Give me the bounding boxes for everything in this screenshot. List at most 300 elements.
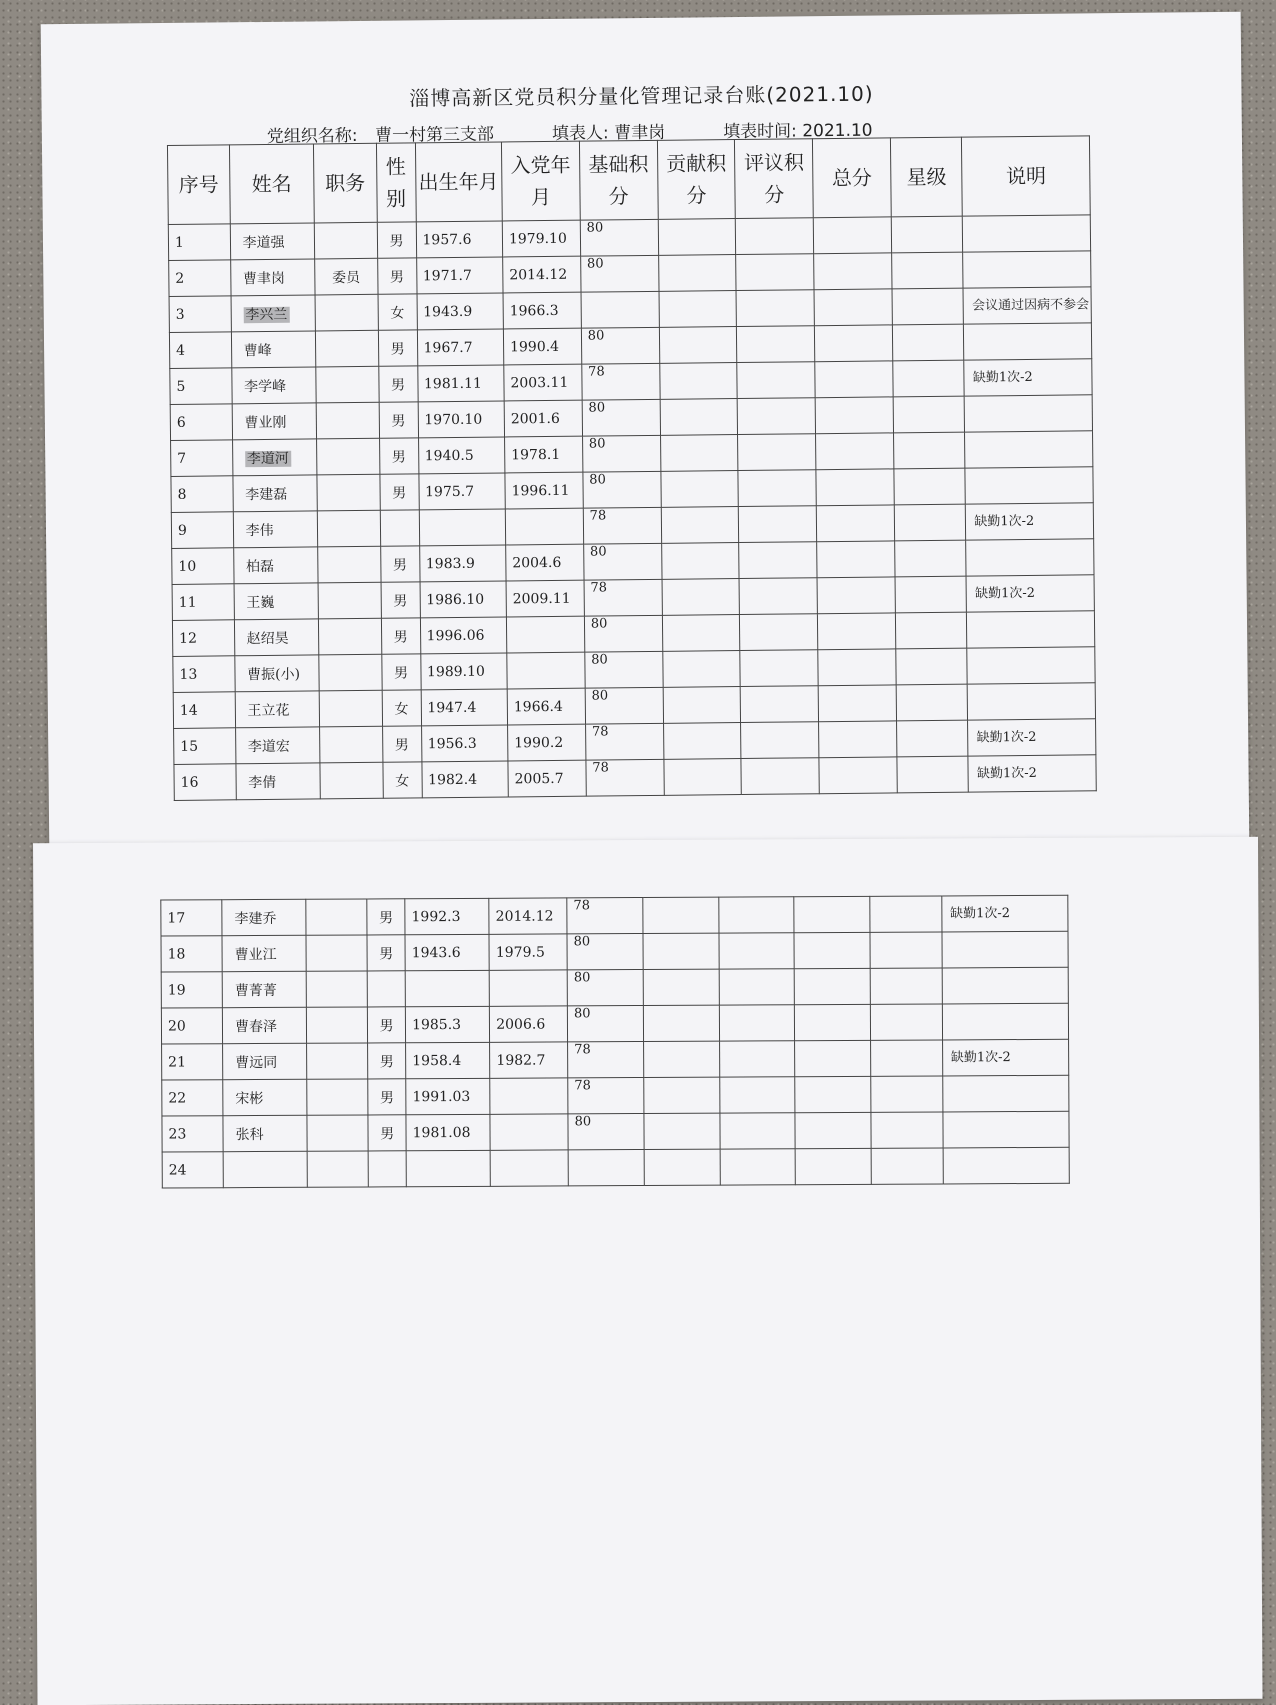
header-row — [167, 136, 1090, 225]
row-name — [236, 763, 321, 800]
row-name-text: 宋彬 — [235, 1090, 264, 1107]
row-review-score — [719, 933, 795, 969]
row-name — [231, 367, 316, 404]
row-birth — [416, 257, 503, 294]
row-name-text: 李道河 — [246, 450, 289, 467]
row-contrib-score — [658, 219, 736, 256]
row-duty — [319, 690, 382, 727]
row-seq-text: 2 — [175, 270, 185, 287]
row-contrib-score — [662, 651, 740, 688]
row-gender-text: 男 — [392, 485, 407, 502]
paper-sheet-2 — [33, 837, 1262, 1705]
row-base-score-text: 78 — [574, 1078, 591, 1094]
row-birth — [417, 329, 504, 366]
row-join-text: 2001.6 — [510, 410, 560, 427]
row-duty — [315, 330, 378, 367]
row-join-text: 1990.4 — [509, 338, 560, 355]
row-name — [230, 259, 315, 296]
row-note — [963, 251, 1091, 288]
row-gender — [367, 971, 405, 1007]
row-note — [967, 611, 1095, 648]
row-name-text: 李兴兰 — [245, 306, 288, 323]
row-name-text: 李建乔 — [234, 910, 277, 927]
row-review-score — [741, 722, 819, 759]
row-total-score — [814, 289, 892, 326]
table-row — [162, 1111, 1069, 1152]
row-base-score-text: 78 — [591, 724, 609, 740]
row-note — [967, 647, 1095, 684]
row-name-text: 赵绍昊 — [246, 630, 289, 647]
row-name-text: 李伟 — [245, 522, 274, 539]
row-gender-text: 女 — [395, 772, 410, 790]
row-base-score-text: 78 — [590, 580, 608, 596]
row-birth — [418, 473, 505, 510]
row-birth-text: 1943.6 — [411, 944, 461, 961]
row-join — [508, 760, 586, 797]
row-gender-text: 男 — [380, 1125, 395, 1142]
row-base-score-text: 80 — [588, 436, 606, 452]
row-seq-text: 19 — [167, 981, 186, 999]
row-base-score-text: 80 — [574, 1114, 592, 1130]
row-total-score — [816, 433, 894, 470]
row-seq-text: 1 — [174, 234, 184, 251]
row-star — [895, 612, 967, 649]
row-name-text: 曹业江 — [234, 946, 277, 963]
row-contrib-score — [663, 687, 741, 724]
row-gender — [378, 330, 417, 366]
row-note — [968, 755, 1096, 792]
row-review-score — [720, 1113, 796, 1149]
row-birth-text: 1967.7 — [423, 339, 473, 356]
row-base-score — [583, 471, 661, 508]
record-table-page1 — [167, 135, 1097, 801]
table-row — [161, 1003, 1068, 1044]
row-seq — [173, 656, 235, 693]
row-star — [871, 1076, 943, 1112]
row-note — [942, 967, 1069, 1004]
row-seq-text: 5 — [176, 378, 186, 395]
row-join — [490, 1078, 568, 1114]
row-base-score — [568, 1114, 644, 1150]
header-base: 基础积分 — [579, 140, 658, 220]
row-base-score — [582, 399, 660, 436]
row-base-score — [568, 1150, 644, 1186]
row-join-text: 1996.11 — [511, 482, 570, 499]
row-review-score — [736, 290, 814, 327]
row-birth — [420, 617, 507, 654]
row-base-score — [584, 615, 662, 652]
row-birth-text: 1940.5 — [424, 447, 474, 464]
row-star — [892, 324, 964, 361]
row-seq — [172, 620, 234, 657]
row-name-text: 曹菁菁 — [234, 982, 277, 999]
row-total-score — [815, 325, 893, 362]
row-gender-text: 女 — [390, 305, 405, 322]
row-join-text: 2009.11 — [512, 590, 571, 607]
row-seq — [162, 1116, 223, 1152]
row-base-score-text: 78 — [574, 1042, 591, 1058]
row-seq — [162, 1044, 223, 1080]
row-seq — [172, 548, 234, 585]
row-review-score — [739, 578, 817, 615]
row-duty-text: 委员 — [332, 269, 361, 286]
row-total-score — [817, 541, 895, 578]
row-seq-text: 10 — [178, 558, 197, 575]
row-name — [223, 1043, 307, 1079]
row-join-text: 1966.4 — [513, 698, 563, 715]
row-base-score-text: 80 — [589, 472, 606, 488]
row-star — [894, 432, 966, 469]
row-seq-text: 11 — [178, 594, 197, 611]
row-base-score — [581, 291, 659, 328]
row-contrib-score — [660, 435, 738, 472]
row-review-score — [720, 1149, 796, 1185]
row-gender — [380, 474, 419, 510]
row-gender-text: 男 — [392, 557, 407, 574]
row-seq-text: 15 — [180, 738, 199, 755]
row-join-text: 2003.11 — [510, 374, 569, 391]
row-total-score — [818, 685, 896, 722]
row-seq — [169, 332, 231, 369]
row-birth-text: 1981.11 — [423, 375, 482, 392]
row-base-score-text: 78 — [589, 508, 607, 524]
row-name — [222, 935, 306, 971]
row-base-score — [568, 1042, 644, 1078]
table-row — [161, 931, 1068, 972]
row-base-score — [586, 759, 664, 796]
row-birth-text: 1991.03 — [412, 1088, 471, 1105]
row-name-text: 曹远同 — [235, 1054, 278, 1071]
row-contrib-score — [643, 969, 719, 1005]
row-birth — [416, 221, 503, 258]
row-birth-text: 1970.10 — [424, 411, 483, 428]
row-duty — [319, 726, 382, 763]
row-gender — [378, 366, 417, 402]
row-star — [871, 1040, 943, 1076]
row-base-score-text: 80 — [573, 970, 591, 986]
row-gender — [381, 654, 420, 690]
row-total-score — [818, 613, 896, 650]
row-review-score — [738, 470, 816, 507]
row-name — [223, 1115, 307, 1151]
row-birth — [406, 1078, 490, 1114]
row-name — [230, 223, 315, 260]
row-name — [223, 1151, 307, 1187]
row-review-score — [719, 1005, 795, 1041]
row-gender-text: 男 — [379, 1089, 395, 1106]
row-base-score — [584, 579, 662, 616]
row-contrib-score — [662, 615, 740, 652]
row-star — [870, 932, 942, 968]
row-birth-text: 1943.9 — [423, 303, 473, 320]
row-birth-text: 1989.10 — [426, 663, 485, 680]
row-base-score-text: 80 — [590, 616, 608, 632]
row-contrib-score — [663, 723, 741, 760]
row-gender — [381, 618, 420, 654]
row-star — [870, 1004, 942, 1040]
row-join — [506, 544, 584, 581]
row-duty — [317, 510, 380, 547]
row-gender-text: 男 — [379, 1053, 394, 1070]
row-name — [231, 295, 316, 332]
row-contrib-score — [659, 291, 737, 328]
row-note — [966, 539, 1094, 576]
row-gender-text: 男 — [389, 269, 404, 286]
row-contrib-score — [658, 255, 736, 292]
row-birth — [420, 653, 507, 690]
row-name-text: 柏磊 — [245, 558, 275, 575]
row-gender — [379, 438, 418, 474]
row-birth-text: 1958.4 — [412, 1052, 462, 1069]
row-duty — [316, 438, 379, 475]
row-join — [504, 364, 582, 401]
header-note: 说明 — [962, 136, 1090, 216]
row-base-score — [567, 970, 643, 1006]
row-gender-text: 男 — [390, 341, 405, 358]
row-duty — [307, 1151, 368, 1187]
row-base-score — [585, 687, 663, 724]
row-name — [223, 1079, 307, 1115]
row-name — [235, 727, 320, 764]
row-name-text: 曹振(小) — [247, 666, 301, 683]
row-gender-text: 男 — [390, 377, 406, 394]
row-total-score — [794, 932, 870, 968]
row-gender — [368, 1115, 406, 1151]
row-gender — [368, 1151, 406, 1187]
row-join-text: 1979.5 — [495, 944, 545, 961]
row-contrib-score — [643, 1005, 719, 1041]
row-contrib-score — [660, 399, 738, 436]
row-base-score — [567, 934, 643, 970]
row-note — [942, 931, 1069, 968]
row-duty — [307, 1043, 368, 1079]
row-star — [894, 504, 966, 541]
row-birth-text: 1985.3 — [412, 1016, 462, 1033]
row-total-score — [819, 757, 897, 794]
row-contrib-score — [662, 579, 740, 616]
row-gender — [382, 690, 421, 726]
row-join — [505, 508, 583, 545]
row-birth-text: 1971.7 — [422, 267, 472, 284]
row-birth-text: 1957.6 — [422, 231, 472, 248]
row-seq — [168, 224, 230, 261]
row-star — [895, 576, 967, 613]
row-star — [896, 684, 968, 721]
row-join — [504, 400, 582, 437]
document-title: 淄博高新区党员积分量化管理记录台账(2021.10) — [409, 81, 874, 111]
header-name: 姓名 — [229, 144, 314, 224]
row-base-score — [580, 219, 658, 256]
row-base-score — [582, 435, 660, 472]
row-birth — [418, 437, 505, 474]
row-seq — [170, 404, 232, 441]
row-join-text: 2014.12 — [495, 907, 554, 925]
header-gender: 性别 — [376, 143, 416, 222]
row-seq-text: 24 — [168, 1161, 187, 1179]
row-note-text: 缺勤1次-2 — [950, 905, 1011, 921]
row-review-score — [719, 1077, 795, 1113]
row-duty — [307, 1007, 368, 1043]
row-contrib-score — [664, 759, 742, 796]
row-seq — [174, 764, 236, 801]
row-contrib-score — [643, 1041, 719, 1077]
row-name — [233, 511, 318, 548]
row-seq-text: 8 — [177, 486, 187, 503]
row-note — [968, 683, 1096, 720]
row-star — [895, 540, 967, 577]
row-note — [964, 323, 1092, 360]
row-contrib-score — [644, 1149, 720, 1185]
row-note — [963, 287, 1091, 324]
org-label: 党组织名称: — [266, 125, 358, 147]
row-star — [870, 896, 942, 932]
table-row — [161, 967, 1068, 1008]
row-base-score-text: 80 — [591, 688, 609, 704]
row-gender-text: 男 — [389, 233, 404, 250]
row-seq-text: 9 — [177, 522, 187, 539]
row-gender — [383, 762, 422, 798]
filler-value: 曹聿岗 — [614, 122, 666, 144]
row-base-score-text: 80 — [588, 400, 606, 416]
row-review-score — [737, 326, 815, 363]
row-duty — [318, 582, 381, 619]
row-gender-text: 男 — [391, 449, 406, 466]
row-birth-text: 1981.08 — [412, 1124, 471, 1141]
row-join-text: 1966.3 — [509, 302, 559, 319]
row-note-text: 缺勤1次-2 — [976, 729, 1037, 746]
row-birth-text: 1983.9 — [425, 555, 475, 572]
row-total-score — [817, 577, 895, 614]
row-note-text: 缺勤1次-2 — [950, 1049, 1011, 1065]
row-name — [222, 899, 306, 935]
row-gender — [382, 726, 421, 762]
row-note — [966, 503, 1094, 540]
row-seq-text: 23 — [168, 1125, 187, 1143]
row-seq-text: 4 — [176, 342, 186, 359]
row-join — [490, 1042, 568, 1078]
row-note-text: 缺勤1次-2 — [974, 585, 1036, 602]
header-review: 评议积分 — [735, 139, 814, 219]
row-contrib-score — [661, 543, 739, 580]
row-review-score — [737, 362, 815, 399]
row-base-score — [582, 363, 660, 400]
row-total-score — [816, 505, 894, 542]
row-name-text: 王立花 — [247, 702, 290, 719]
row-birth-text: 1992.3 — [411, 908, 461, 925]
row-base-score-text: 78 — [588, 364, 605, 380]
row-gender — [377, 222, 416, 258]
row-note — [968, 719, 1096, 756]
row-join-text: 1982.7 — [496, 1052, 546, 1069]
row-contrib-score — [660, 471, 738, 508]
row-birth — [406, 1042, 490, 1078]
row-name — [233, 475, 318, 512]
row-name-text: 李倩 — [248, 774, 277, 791]
row-base-score-text: 80 — [586, 220, 604, 236]
row-review-score — [741, 758, 819, 795]
row-note — [942, 1003, 1069, 1040]
row-total-score — [795, 1112, 871, 1148]
row-review-score — [740, 650, 818, 687]
row-star — [892, 288, 964, 325]
row-total-score — [795, 1148, 871, 1184]
row-note — [965, 467, 1093, 504]
row-seq — [169, 296, 231, 333]
row-name — [233, 547, 318, 584]
row-duty — [318, 546, 381, 583]
row-seq — [162, 1152, 223, 1188]
row-star — [894, 468, 966, 505]
row-review-score — [738, 434, 816, 471]
row-total-score — [813, 217, 891, 254]
row-join — [489, 970, 567, 1006]
row-star — [870, 968, 942, 1004]
row-name — [232, 439, 317, 476]
row-note — [943, 1147, 1070, 1184]
row-duty — [314, 222, 377, 259]
row-name — [231, 331, 316, 368]
row-gender — [378, 294, 417, 330]
row-review-score — [719, 1041, 795, 1077]
row-birth — [421, 761, 508, 798]
row-note — [966, 575, 1094, 612]
row-contrib-score — [644, 1113, 720, 1149]
row-gender-text: 男 — [393, 592, 408, 610]
row-birth — [405, 934, 489, 970]
row-name-text: 曹聿岗 — [242, 270, 286, 287]
row-name — [234, 619, 319, 656]
row-join — [490, 1006, 568, 1042]
row-birth — [417, 293, 504, 330]
row-base-score — [567, 898, 643, 934]
header-total: 总分 — [813, 138, 892, 218]
row-seq-text: 14 — [179, 702, 198, 719]
row-gender — [368, 1007, 406, 1043]
row-duty — [315, 294, 378, 331]
row-seq-text: 20 — [167, 1017, 186, 1035]
row-birth — [419, 545, 506, 582]
row-base-score — [585, 723, 663, 760]
row-base-score — [568, 1078, 644, 1114]
row-gender — [367, 899, 405, 935]
row-name — [234, 583, 319, 620]
row-star — [871, 1148, 943, 1184]
row-duty — [307, 1115, 368, 1151]
row-base-score-text: 78 — [592, 760, 609, 776]
table-row — [161, 895, 1068, 936]
row-join-text: 1990.2 — [514, 734, 564, 751]
row-review-score — [741, 686, 819, 723]
row-base-score — [581, 327, 659, 364]
row-seq-text: 18 — [167, 945, 186, 963]
row-seq-text: 17 — [167, 909, 186, 927]
row-name — [222, 1007, 306, 1043]
row-birth — [417, 365, 504, 402]
row-star — [891, 216, 963, 253]
row-seq-text: 22 — [168, 1089, 187, 1107]
row-review-score — [739, 542, 817, 579]
paper-sheet-1 — [41, 12, 1250, 855]
row-note — [964, 395, 1092, 432]
row-note-text: 缺勤1次-2 — [972, 369, 1033, 386]
row-seq — [170, 368, 232, 405]
row-join — [490, 1114, 568, 1150]
header-contrib: 贡献积分 — [657, 140, 736, 220]
row-total-score — [795, 1004, 871, 1040]
row-star — [896, 648, 968, 685]
row-gender — [379, 402, 418, 438]
row-join-text: 2014.12 — [509, 266, 568, 283]
